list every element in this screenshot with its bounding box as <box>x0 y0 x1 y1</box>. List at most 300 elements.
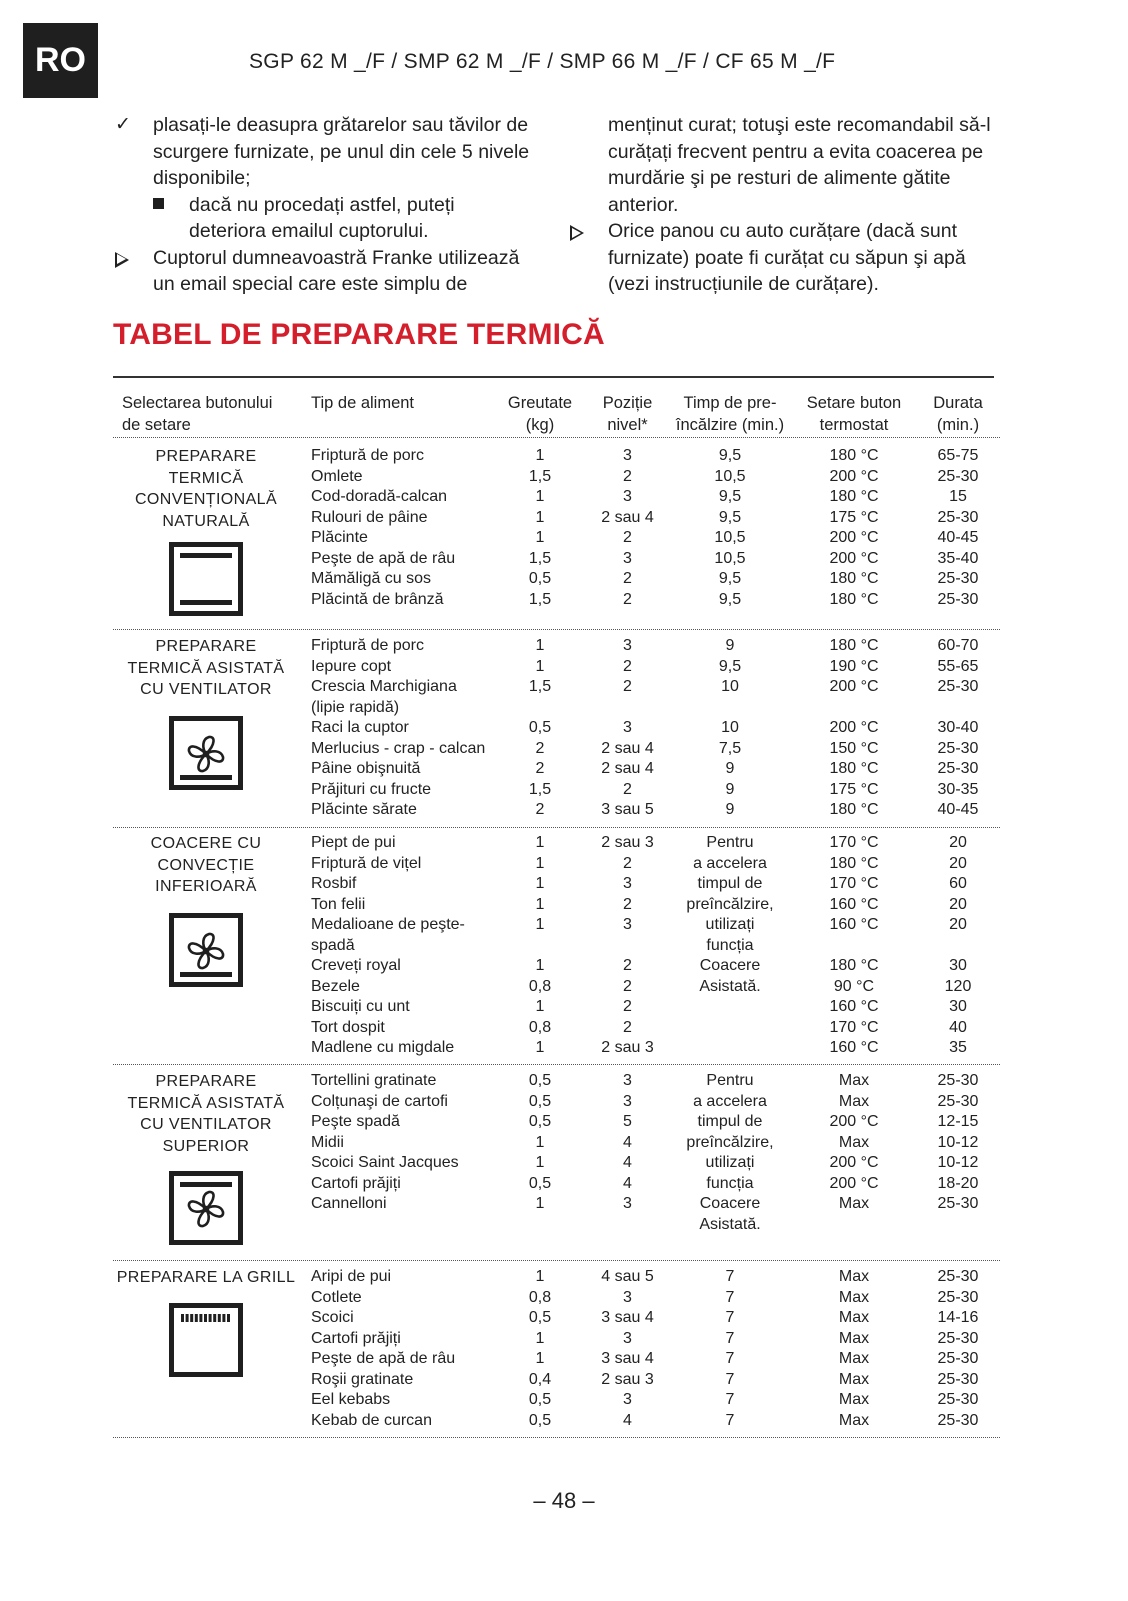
preheat-cell: 7 <box>725 1288 735 1306</box>
thermostat-cell: 160 °C <box>829 916 879 933</box>
duration-cell: 30-40 <box>937 719 979 736</box>
preheat-cell: timpul de <box>697 875 763 892</box>
grill-icon <box>169 1303 243 1377</box>
preheat-cell: 7 <box>725 1391 735 1408</box>
weight-cell: 0,8 <box>528 1018 552 1036</box>
weight-cell: 1,5 <box>528 549 552 567</box>
thermostat-cell: Max <box>838 1350 870 1367</box>
food-cell: Rulouri de pâine <box>311 508 428 526</box>
weight-cell: 1 <box>535 1039 545 1056</box>
food-cell: Midii <box>311 1133 344 1151</box>
food-cell: Madlene cu migdale <box>311 1039 455 1056</box>
square-bullet <box>115 192 535 245</box>
weight-cell: 1 <box>535 895 545 913</box>
weight-cell: 1 <box>535 875 545 892</box>
position-cell: 2 <box>623 998 632 1015</box>
duration-cell: 25-30 <box>937 1092 979 1110</box>
preheat-cell: 10 <box>721 678 739 695</box>
food-cell: Colțunaşi de cartofi <box>311 1092 448 1110</box>
position-cell: 4 <box>623 1411 632 1429</box>
square-bullet-text: dacă nu procedați astfel, puteți deteriora emailul cuptorului. <box>189 193 455 242</box>
top-fan-oven-icon <box>169 1171 243 1245</box>
preheat-cell <box>666 1018 794 1039</box>
weight-cell <box>495 698 585 719</box>
preheat-cell: funcția <box>706 1174 754 1192</box>
table-group <box>113 1071 1000 1261</box>
food-column <box>311 833 491 1059</box>
duration-column <box>918 1071 998 1235</box>
weight-cell: 1 <box>535 488 545 505</box>
thermostat-cell: 170 °C <box>829 875 879 892</box>
category-label: COACERE CU CONVECȚIE INFERIOARĂ <box>150 835 262 895</box>
duration-cell: 25-30 <box>937 1391 979 1408</box>
position-cell: 2 <box>623 780 632 798</box>
food-cell: Pâine obişnuită <box>311 760 421 777</box>
food-cell: Aripi de pui <box>311 1268 392 1285</box>
weight-column <box>495 833 585 1059</box>
food-cell: Eel kebabs <box>311 1391 391 1408</box>
intro-left-column <box>115 112 535 298</box>
duration-column <box>918 636 998 821</box>
position-cell: 2 sau 3 <box>601 1370 654 1388</box>
duration-cell: 30 <box>949 998 967 1015</box>
model-list: SGP 62 M _/F / SMP 62 M _/F / SMP 66 M _/F / CF 65 M _/F <box>249 50 836 73</box>
preheat-cell: 10,5 <box>714 549 746 567</box>
duration-cell: 25-30 <box>937 467 979 485</box>
duration-cell <box>918 698 998 719</box>
weight-cell: 1 <box>535 637 545 654</box>
triangle-bullet <box>115 245 535 298</box>
position-cell: 3 sau 4 <box>601 1309 654 1326</box>
weight-cell: 0,5 <box>528 1391 552 1408</box>
duration-cell: 20 <box>949 854 967 872</box>
duration-cell: 40-45 <box>937 801 979 818</box>
thermostat-cell: Max <box>838 1411 870 1429</box>
position-cell <box>585 698 670 719</box>
weight-cell: 1 <box>535 1133 545 1151</box>
page-number: – 48 – <box>533 1488 595 1513</box>
duration-cell: 20 <box>949 895 967 913</box>
duration-cell: 25-30 <box>937 678 979 695</box>
food-cell: Kebab de curcan <box>311 1411 432 1429</box>
thermostat-cell: Max <box>838 1391 870 1408</box>
thermostat-cell: 180 °C <box>829 957 879 974</box>
position-cell: 4 <box>623 1133 632 1151</box>
thermostat-cell: 200 °C <box>829 1174 879 1192</box>
header-thermostat: Setare buton termostat <box>806 394 902 434</box>
check-bullet <box>115 112 535 192</box>
position-cell: 4 <box>623 1174 632 1192</box>
weight-cell: 1 <box>535 834 545 851</box>
food-cell: Peşte de apă de râu <box>311 549 456 567</box>
duration-cell <box>918 936 998 957</box>
position-column <box>585 636 670 821</box>
header-position: Poziție nivel* <box>602 394 653 434</box>
position-cell: 3 <box>623 447 632 464</box>
position-cell: 3 sau 4 <box>601 1350 654 1367</box>
weight-cell: 0,5 <box>528 1411 552 1429</box>
preheat-cell: Pentru <box>706 834 754 851</box>
duration-cell: 25-30 <box>937 1329 979 1347</box>
position-cell: 2 <box>623 678 632 695</box>
thermostat-cell: 180 °C <box>829 570 879 587</box>
duration-cell: 35 <box>949 1039 967 1056</box>
food-cell: Roşii gratinate <box>311 1370 414 1388</box>
preheat-cell: timpul de <box>697 1113 763 1130</box>
preheat-cell <box>666 1038 794 1059</box>
weight-cell: 1 <box>535 1350 545 1367</box>
position-column <box>585 1071 670 1235</box>
weight-cell: 1 <box>535 657 545 675</box>
duration-cell: 30-35 <box>937 780 979 798</box>
position-cell: 3 <box>623 488 632 505</box>
thermostat-cell: 170 °C <box>829 1018 879 1036</box>
food-cell: Friptură de vițel <box>311 854 422 872</box>
duration-cell: 55-65 <box>937 657 979 675</box>
preheat-column <box>666 446 794 610</box>
duration-cell: 25-30 <box>937 760 979 777</box>
preheat-cell: 7 <box>725 1370 735 1388</box>
preheat-cell: 9,5 <box>718 508 742 526</box>
thermostat-cell <box>796 936 912 957</box>
triangle-bullet <box>570 218 1010 298</box>
weight-cell: 0,5 <box>528 1113 552 1130</box>
food-cell: Peşte spadă <box>311 1113 400 1130</box>
thermostat-column <box>796 446 912 610</box>
food-column <box>311 636 491 821</box>
position-cell: 2 <box>623 467 632 485</box>
thermostat-column <box>796 636 912 821</box>
bottom-convection-oven-icon <box>169 913 243 987</box>
weight-cell: 0,5 <box>528 1309 552 1326</box>
conventional-oven-icon <box>169 542 243 616</box>
weight-cell: 1 <box>535 957 545 974</box>
preheat-cell: Coacere <box>699 1195 761 1212</box>
food-cell: Scoici <box>311 1309 354 1326</box>
continued-text: menținut curat; totuşi este recomandabil să-l curățați frecvent pentru a evita coacerea pe murdărie şi pe resturi de alimente gătite anterior. <box>608 114 991 216</box>
duration-cell: 20 <box>949 834 967 851</box>
thermostat-cell: 160 °C <box>829 1039 879 1056</box>
header-selection: Selectarea butonului de setare <box>122 394 273 434</box>
position-column <box>585 833 670 1059</box>
position-cell: 2 <box>623 895 632 913</box>
thermostat-cell <box>796 1215 912 1236</box>
weight-cell: 0,4 <box>528 1370 552 1388</box>
duration-cell: 25-30 <box>937 508 979 526</box>
position-column <box>585 1267 670 1431</box>
weight-cell: 1 <box>535 447 545 464</box>
food-cell: Iepure copt <box>311 657 392 675</box>
language-badge: RO <box>23 23 98 98</box>
preheat-cell: utilizați <box>705 1154 755 1171</box>
group-separator <box>113 827 1000 828</box>
preheat-cell: Pentru <box>706 1072 754 1089</box>
duration-cell: 10-12 <box>937 1154 979 1171</box>
category-label: PREPARARE LA GRILL <box>116 1269 296 1286</box>
group-separator <box>113 1260 1000 1261</box>
preheat-cell: 9,5 <box>718 657 742 675</box>
duration-cell: 25-30 <box>937 1195 979 1212</box>
section-title: TABEL DE PREPARARE TERMICĂ <box>113 318 605 351</box>
food-cell: Bezele <box>311 977 360 995</box>
duration-cell: 25-30 <box>937 570 979 587</box>
food-cell: Rosbif <box>311 875 357 892</box>
preheat-cell: 7 <box>725 1268 735 1285</box>
thermostat-cell: Max <box>838 1329 870 1347</box>
preheat-cell: Asistată. <box>699 1215 761 1233</box>
food-cell: Peşte de apă de râu <box>311 1350 456 1367</box>
thermostat-cell: 180 °C <box>829 590 879 608</box>
position-cell: 5 <box>623 1113 632 1130</box>
position-cell: 2 <box>623 657 632 675</box>
thermostat-cell: 170 °C <box>829 834 879 851</box>
preheat-cell: 7 <box>725 1329 735 1347</box>
position-cell: 3 <box>623 549 632 567</box>
duration-cell: 25-30 <box>937 1370 979 1388</box>
food-cell: Friptură de porc <box>311 447 424 464</box>
weight-cell: 1 <box>535 529 545 546</box>
thermostat-cell: 200 °C <box>829 467 879 485</box>
preheat-cell: 7,5 <box>718 739 742 757</box>
food-cell: Mămăligă cu sos <box>311 570 432 587</box>
triangle-bullet-text: Orice panou cu auto curățare (dacă sunt furnizate) poate fi curățat cu săpun şi apă (vezi instrucțiunile de curățare). <box>608 220 966 295</box>
preheat-cell: 10,5 <box>714 529 746 546</box>
preheat-cell: 9 <box>725 760 735 777</box>
preheat-column <box>666 1267 794 1431</box>
weight-cell: 1,5 <box>528 780 552 798</box>
duration-cell: 25-30 <box>937 739 979 757</box>
position-cell: 2 sau 3 <box>601 1039 654 1056</box>
thermostat-cell: Max <box>838 1370 870 1388</box>
weight-cell: 1 <box>535 854 545 872</box>
food-cell: Piept de pui <box>311 834 396 851</box>
position-cell: 2 sau 4 <box>601 739 654 757</box>
food-cell: Ton felii <box>311 895 366 913</box>
group-separator <box>113 1437 1000 1438</box>
weight-cell: 1 <box>535 998 545 1015</box>
food-cell: Crescia Marchigiana <box>311 678 457 695</box>
table-group <box>113 446 1000 630</box>
position-cell <box>585 936 670 957</box>
preheat-cell: Coacere <box>699 957 761 974</box>
thermostat-cell: 180 °C <box>829 447 879 464</box>
food-cell: Plăcinte sărate <box>311 801 417 818</box>
food-cell: Creveți royal <box>311 957 401 974</box>
preheat-cell: 7 <box>725 1350 735 1367</box>
intro-right-column <box>570 112 1010 298</box>
position-cell: 2 <box>623 854 632 872</box>
weight-cell <box>495 936 585 957</box>
position-cell: 3 <box>623 1288 632 1306</box>
category-label: PREPARARE TERMICĂ ASISTATĂ CU VENTILATOR <box>127 638 285 698</box>
header-separator <box>113 437 1000 438</box>
preheat-cell: 9 <box>725 801 735 818</box>
position-cell: 3 <box>623 875 632 892</box>
food-cell: Prăjituri cu fructe <box>311 780 432 798</box>
food-cell: Plăcinte <box>311 529 368 546</box>
preheat-cell: 9 <box>725 780 735 798</box>
weight-column <box>495 1267 585 1431</box>
triangle-bullet-text: Cuptorul dumneavoastră Franke utilizează un email special care este simplu de <box>153 246 520 295</box>
duration-cell: 120 <box>944 977 972 995</box>
category-label: PREPARARE TERMICĂ CONVENȚIONALĂ NATURALĂ <box>134 448 278 530</box>
food-cell: Cartofi prăjiți <box>311 1329 401 1347</box>
thermostat-cell: Max <box>838 1288 870 1306</box>
position-cell: 2 sau 3 <box>601 834 654 851</box>
table-group <box>113 833 1000 1065</box>
thermostat-cell: 190 °C <box>829 657 879 675</box>
food-cell: Biscuiți cu unt <box>311 998 410 1015</box>
header-duration: Durata (min.) <box>933 394 983 434</box>
weight-cell: 1,5 <box>528 467 552 485</box>
weight-cell: 0,5 <box>528 719 552 736</box>
thermostat-cell: 200 °C <box>829 529 879 546</box>
preheat-cell: utilizați <box>705 916 755 933</box>
continued-paragraph <box>570 112 1010 218</box>
preheat-cell: 9,5 <box>718 488 742 505</box>
preheat-cell: Asistată. <box>699 977 761 995</box>
duration-cell: 40 <box>949 1018 967 1036</box>
weight-cell: 0,5 <box>528 1174 552 1192</box>
weight-cell <box>495 1215 585 1236</box>
triangle-icon <box>570 223 584 250</box>
food-cell: Cotlete <box>311 1288 362 1306</box>
food-cell: Omlete <box>311 467 363 485</box>
food-cell: Friptură de porc <box>311 637 424 654</box>
preheat-cell: 9,5 <box>718 590 742 608</box>
duration-cell: 25-30 <box>937 1350 979 1367</box>
thermostat-cell <box>796 698 912 719</box>
thermostat-cell: 180 °C <box>829 637 879 654</box>
position-cell: 3 <box>623 1092 632 1110</box>
thermostat-cell: 175 °C <box>829 508 879 526</box>
weight-column <box>495 446 585 610</box>
table-top-rule <box>113 376 994 378</box>
weight-cell: 0,5 <box>528 1092 552 1110</box>
weight-cell: 0,5 <box>528 570 552 587</box>
category-label: PREPARARE TERMICĂ ASISTATĂ CU VENTILATOR SUPERIOR <box>127 1073 285 1155</box>
position-cell: 3 <box>623 1391 632 1408</box>
food-cell: Medalioane de peşte- <box>311 916 465 933</box>
weight-cell: 0,8 <box>528 977 552 995</box>
weight-column <box>495 1071 585 1235</box>
food-cell: Tortellini gratinate <box>311 1072 437 1089</box>
weight-cell: 2 <box>535 801 545 818</box>
duration-cell: 30 <box>949 957 967 974</box>
preheat-column <box>666 1071 794 1235</box>
duration-cell: 60-70 <box>937 637 979 654</box>
food-cell: (lipie rapidă) <box>311 698 400 716</box>
food-cell: Scoici Saint Jacques <box>311 1154 459 1171</box>
thermostat-cell: 150 °C <box>829 739 879 757</box>
position-cell: 2 <box>623 529 632 546</box>
food-cell <box>311 1215 491 1236</box>
group-separator <box>113 1064 1000 1065</box>
weight-cell: 0,8 <box>528 1288 552 1306</box>
position-cell: 2 <box>623 570 632 587</box>
weight-cell: 1 <box>535 1329 545 1347</box>
duration-cell: 25-30 <box>937 1288 979 1306</box>
position-cell: 2 <box>623 590 632 608</box>
triangle-icon <box>115 250 129 277</box>
group-separator <box>113 629 1000 630</box>
thermostat-cell: 175 °C <box>829 780 879 798</box>
position-cell: 3 <box>623 637 632 654</box>
duration-cell: 15 <box>949 488 967 505</box>
thermostat-cell: Max <box>838 1133 870 1151</box>
duration-cell: 25-30 <box>937 590 979 608</box>
duration-cell: 20 <box>949 916 967 933</box>
preheat-cell: 10,5 <box>714 467 746 485</box>
thermostat-cell: 200 °C <box>829 719 879 736</box>
position-cell: 2 <box>623 1018 632 1036</box>
preheat-cell: 9 <box>725 637 735 654</box>
position-cell: 2 <box>623 957 632 974</box>
thermostat-cell: 200 °C <box>829 678 879 695</box>
table-group <box>113 636 1000 828</box>
header-weight: Greutate (kg) <box>507 394 573 434</box>
preheat-cell: funcția <box>706 936 754 954</box>
duration-cell: 10-12 <box>937 1133 979 1151</box>
duration-cell: 25-30 <box>937 1411 979 1429</box>
thermostat-cell: 180 °C <box>829 854 879 872</box>
food-cell: Merlucius - crap - calcan <box>311 739 486 757</box>
duration-cell <box>918 1215 998 1236</box>
header-preheat: Timp de pre- încălzire (min.) <box>675 394 785 434</box>
preheat-cell: 7 <box>725 1309 735 1326</box>
thermostat-cell: 200 °C <box>829 1113 879 1130</box>
position-cell: 4 sau 5 <box>601 1268 654 1285</box>
weight-cell: 1 <box>535 508 545 526</box>
weight-cell: 1,5 <box>528 590 552 608</box>
duration-cell: 60 <box>949 875 967 892</box>
square-icon <box>153 198 164 209</box>
preheat-cell <box>666 997 794 1018</box>
duration-cell: 18-20 <box>937 1174 979 1192</box>
header-food: Tip de aliment <box>311 394 415 412</box>
thermostat-cell: 160 °C <box>829 895 879 913</box>
position-cell: 3 <box>623 719 632 736</box>
preheat-column <box>666 833 794 1059</box>
food-cell: Cod-doradă-calcan <box>311 488 448 505</box>
position-cell <box>585 1215 670 1236</box>
food-cell: Plăcintă de brânză <box>311 590 444 608</box>
weight-cell: 2 <box>535 760 545 777</box>
food-cell: Cannelloni <box>311 1195 387 1212</box>
duration-cell: 65-75 <box>937 447 979 464</box>
weight-cell: 1,5 <box>528 678 552 695</box>
fan-assisted-oven-icon <box>169 716 243 790</box>
thermostat-cell: 180 °C <box>829 801 879 818</box>
preheat-cell: preîncălzire, <box>686 895 774 913</box>
preheat-cell <box>666 698 794 719</box>
duration-cell: 35-40 <box>937 549 979 567</box>
duration-cell: 25-30 <box>937 1268 979 1285</box>
preheat-cell: 9,5 <box>718 570 742 587</box>
preheat-cell: 7 <box>725 1411 735 1429</box>
preheat-column <box>666 636 794 821</box>
position-cell: 3 <box>623 1195 632 1212</box>
position-cell: 2 sau 4 <box>601 760 654 777</box>
preheat-cell: 10 <box>721 719 739 736</box>
duration-column <box>918 1267 998 1431</box>
thermostat-cell: Max <box>838 1309 870 1326</box>
thermostat-column <box>796 833 912 1059</box>
preheat-cell: a accelera <box>693 854 767 872</box>
food-column <box>311 1267 491 1431</box>
weight-cell: 1 <box>535 916 545 933</box>
food-column <box>311 446 491 610</box>
